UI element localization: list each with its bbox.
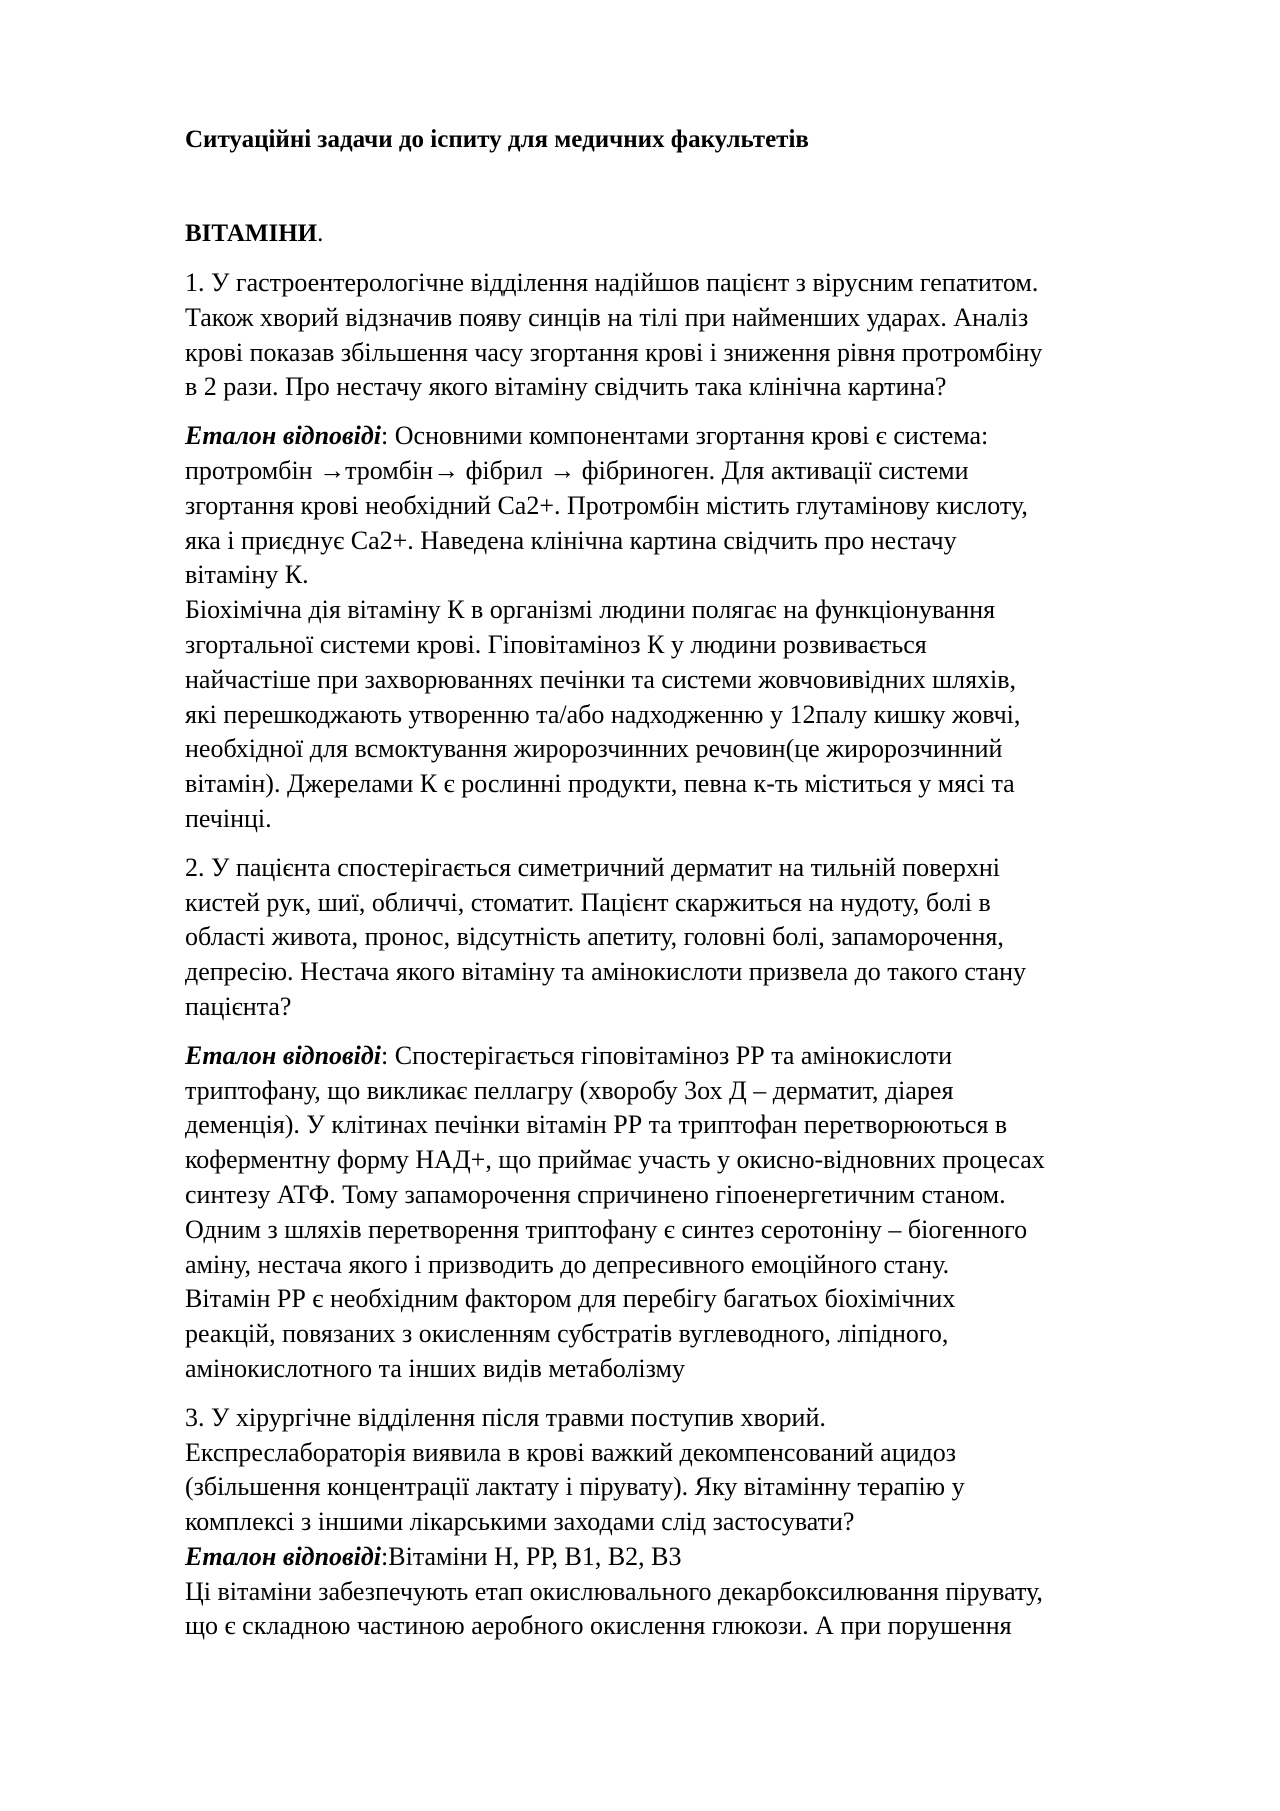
- answer-label: Еталон відповіді: [185, 1541, 382, 1571]
- answer-3-text: Вітаміни Н, РР, В1, В2, В3 Ці вітаміни забезпечують етап окислювального декарбоксилювання пірувату, що є складною частиною аеробного окислення глюкози. А при порушення: [185, 1541, 1043, 1641]
- answer-1-text: Основними компонентами згортання крові є система: протромбін →тромбін→ фібрил → фібриноген. Для активації системи згортання крові необхідний Са2+. Протромбін містить глутамінову кислоту, яка і приєднує Са2+. Наведена клінічна картина свідчить про нестачу вітаміну К. Біохімічна дія вітаміну К в організмі людини полягає на функціонування згортальної системи крові. Гіповітаміноз К у людини розвивається найчастіше при захворюваннях печінки та системи жовчовивідних шляхів, які перешкоджають утворенню та/або надходженню у 12палу кишку жовчі, необхідної для всмоктування жиророзчинних речовин(це жиророзчинний вітамін). Джерелами К є рослинні продукти, певна к-ть міститься у мясі та печінці.: [185, 421, 1028, 833]
- answer-separator: :: [381, 1541, 389, 1571]
- answer-separator: :: [381, 421, 395, 451]
- section-heading-text: ВІТАМІНИ: [185, 220, 318, 247]
- question-1: 1. У гастроентерологічне відділення надійшов пацієнт з вірусним гепатитом. Також хворий відзначив появу синців на тілі при найменших ударах. Аналіз крові показав збільшення часу згортання крові і зниження рівня протромбіну в 2 рази. Про нестачу якого вітаміну свідчить така клінічна картина?: [185, 268, 1043, 402]
- answer-label: Еталон відповіді: [185, 421, 382, 451]
- answer-1: [185, 419, 1200, 837]
- answer-2-text: Спостерігається гіповітаміноз РР та амінокислоти триптофану, що викликає пеллагру (хворобу 3ох Д – дерматит, діарея деменція). У клітинах печінки вітамін РР та триптофан перетворюються в коферментну форму НАД+, що приймає участь у окисно-відновних процесах синтезу АТФ. Тому запаморочення спричинено гіпоенергетичним станом. Одним з шляхів перетворення триптофану є синтез серотоніну – біогенного аміну, нестача якого і призводить до депресивного емоційного стану. Вітамін РР є необхідним фактором для перебігу багатьох біохімічних реакцій, повязаних з окисленням субстратів вуглеводного, ліпідного, амінокислотного та інших видів метаболізму: [185, 1040, 1045, 1383]
- answer-separator: :: [381, 1040, 395, 1070]
- answer-3: [185, 1540, 1200, 1644]
- question-3: 3. У хірургічне відділення після травми поступив хворий. Експреслабораторія виявила в крові важкий декомпенсований ацидоз (збільшення концентрації лактату і пірувату). Яку вітамінну терапію у комплексі з іншими лікарськими заходами слід застосувати?: [185, 1402, 965, 1537]
- answer-2: [185, 1039, 1200, 1387]
- section-heading: [185, 216, 1200, 252]
- document-title: Ситуаційні задачи до іспиту для медичних факультетів: [185, 126, 809, 153]
- answer-label: Еталон відповіді: [185, 1040, 382, 1070]
- question-2: 2. У пацієнта спостерігається симетричний дерматит на тильній поверхні кистей рук, шиї, обличчі, стоматит. Пацієнт скаржиться на нудоту, болі в області живота, пронос, відсутність апетиту, головні болі, запаморочення, депресію. Нестача якого вітаміну та амінокислоти призвела до такого стану пацієнта?: [185, 852, 1027, 1021]
- section-heading-suffix: .: [317, 220, 324, 247]
